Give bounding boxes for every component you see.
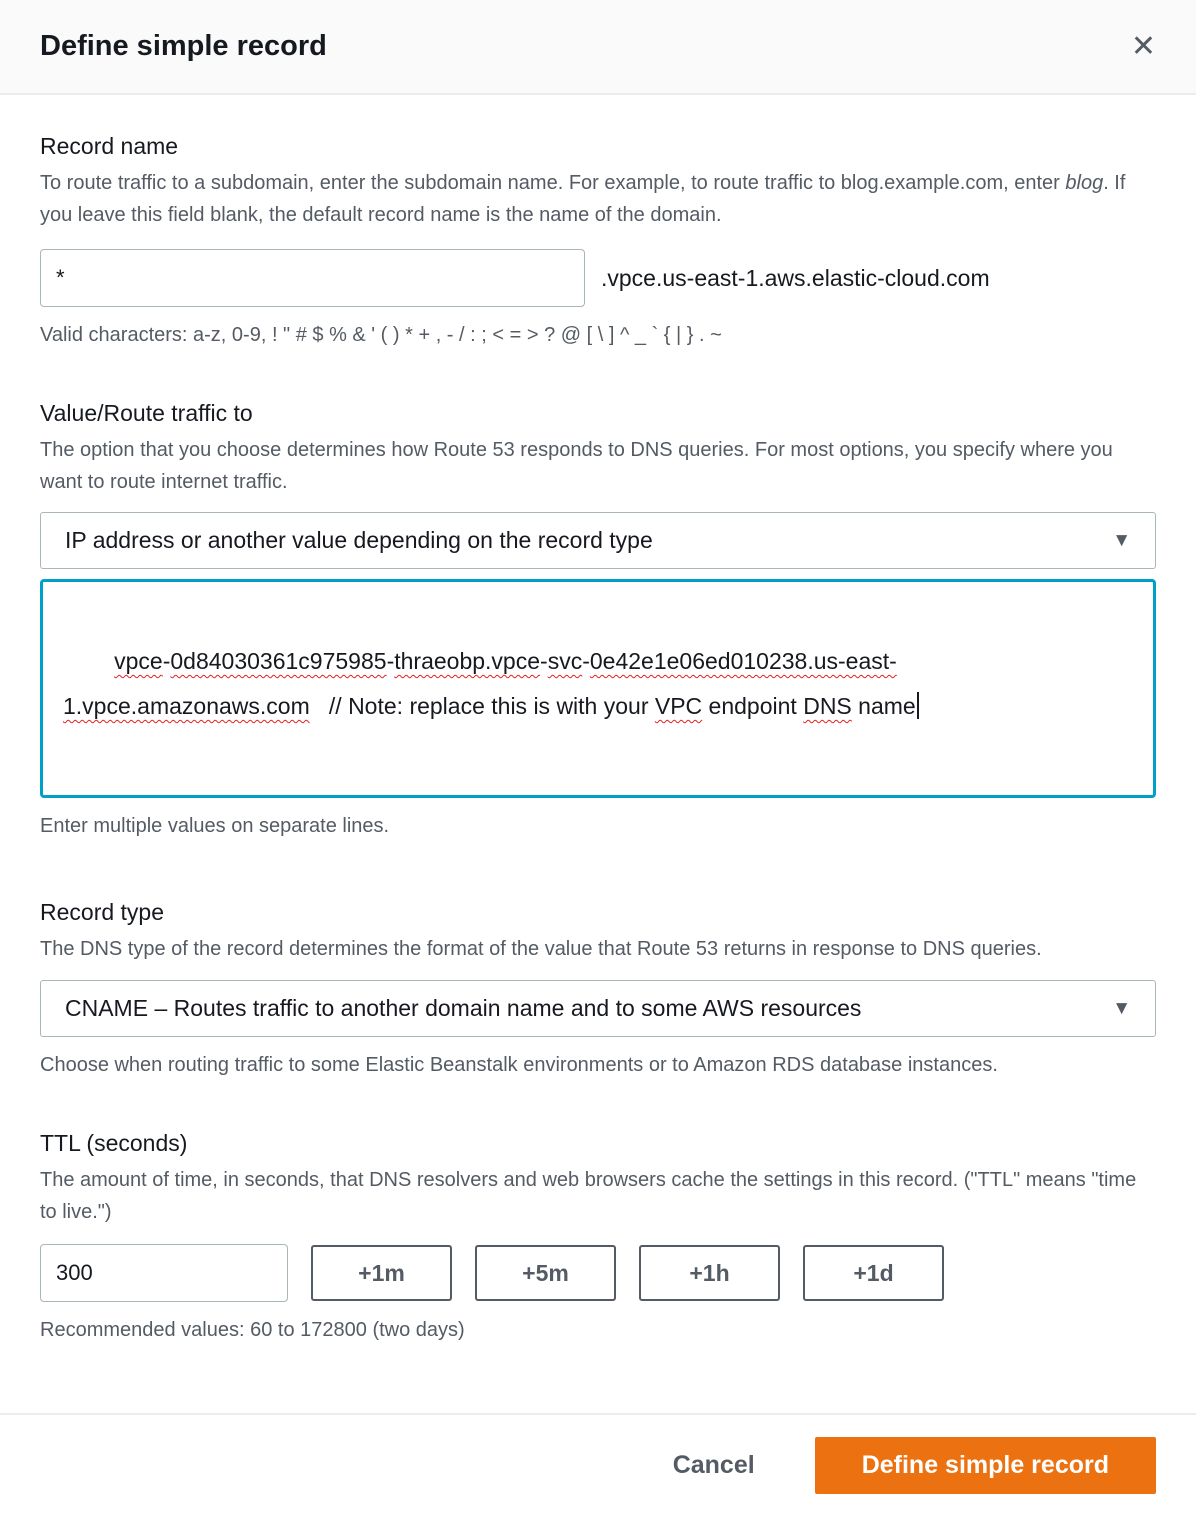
ttl-plus-1h-button[interactable]: +1h <box>639 1245 780 1301</box>
value-route-selected-option: IP address or another value depending on the record type <box>65 527 653 554</box>
record-name-row <box>40 249 1156 307</box>
value-route-label: Value/Route traffic to <box>40 400 253 427</box>
record-type-label: Record type <box>40 899 165 926</box>
dialog-header <box>0 0 1196 95</box>
value-textarea-content: vpce-0d84030361c975985-thraeobp.vpce-svc-0e42e1e06ed010238.us-east-1.vpce.amazonaws.com // Note: replace this is with your VPC endpoint DNS name <box>63 648 916 720</box>
record-type-section <box>40 899 1156 1080</box>
ttl-recommended-hint: Recommended values: 60 to 172800 (two days) <box>40 1319 465 1342</box>
ttl-plus-1m-button[interactable]: +1m <box>311 1245 452 1301</box>
dialog-body <box>0 95 1196 1369</box>
record-type-description: The DNS type of the record determines the format of the value that Route 53 returns in response to DNS queries. <box>40 938 1042 961</box>
record-name-description <box>40 168 1156 231</box>
record-type-select[interactable] <box>40 980 1156 1037</box>
value-route-description: The option that you choose determines how Route 53 responds to DNS queries. For most options, you specify where you want to route internet traffic. <box>40 439 1113 493</box>
record-type-hint: Choose when routing traffic to some Elastic Beanstalk environments or to Amazon RDS database instances. <box>40 1053 998 1076</box>
dialog-footer <box>0 1413 1196 1520</box>
ttl-plus-5m-button[interactable]: +5m <box>475 1245 616 1301</box>
value-route-section <box>40 400 1156 841</box>
value-textarea[interactable] <box>40 579 1156 798</box>
value-route-select[interactable] <box>40 512 1156 569</box>
ttl-input[interactable] <box>40 1244 288 1302</box>
chevron-down-icon: ▼ <box>1112 530 1131 552</box>
record-type-selected-option: CNAME – Routes traffic to another domain name and to some AWS resources <box>65 994 862 1021</box>
close-icon[interactable]: ✕ <box>1130 29 1156 63</box>
ttl-row <box>40 1244 1156 1302</box>
ttl-label: TTL (seconds) <box>40 1129 188 1156</box>
text-cursor <box>917 692 919 719</box>
define-simple-record-button[interactable]: Define simple record <box>815 1437 1156 1494</box>
chevron-down-icon: ▼ <box>1112 997 1131 1019</box>
record-name-description-text: To route traffic to a subdomain, enter the subdomain name. For example, to route traffic to blog.example.com, enter <box>40 172 1066 194</box>
record-name-description-italic: blog <box>1065 172 1104 194</box>
domain-suffix: .vpce.us-east-1.aws.elastic-cloud.com <box>601 264 990 291</box>
record-name-input[interactable] <box>40 249 585 307</box>
record-name-description-text2: . If you leave this field blank, the default record name is the name of the domain. <box>40 172 1126 226</box>
ttl-plus-1d-button[interactable]: +1d <box>803 1245 944 1301</box>
multiple-values-hint: Enter multiple values on separate lines. <box>40 815 390 838</box>
ttl-section <box>40 1130 1156 1345</box>
record-name-label: Record name <box>40 133 179 159</box>
valid-characters-hint: Valid characters: a-z, 0-9, ! " # $ % & ' ( ) * + , - / : ; < = > ? @ [ \ ] ^ _ ` { | } . ~ <box>40 324 722 347</box>
ttl-description: The amount of time, in seconds, that DNS resolvers and web browsers cache the settings in this record. ("TTL" means "time to live.") <box>40 1168 1137 1223</box>
record-name-section <box>40 133 1156 350</box>
dialog-title: Define simple record <box>40 30 327 62</box>
cancel-button[interactable]: Cancel <box>672 1451 755 1479</box>
